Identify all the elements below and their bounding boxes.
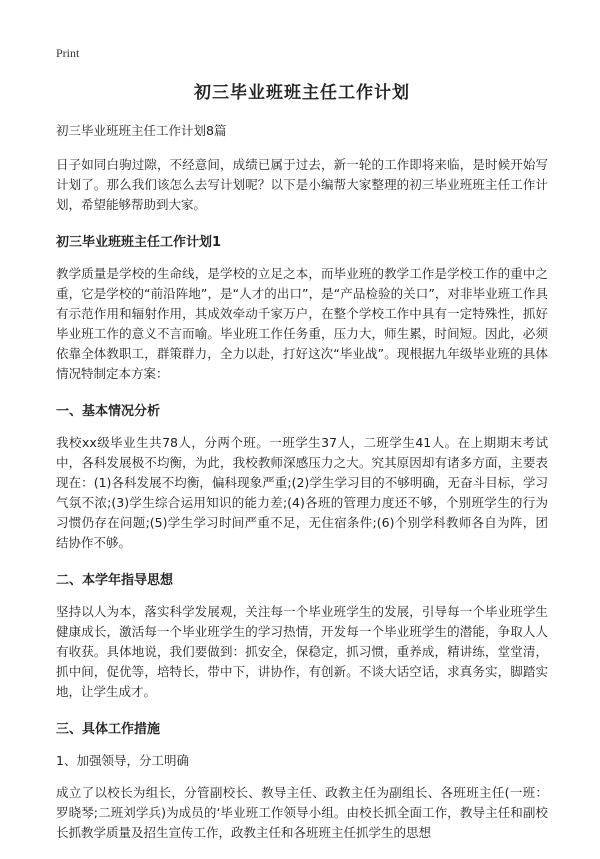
document-subtitle: 初三毕业班班主任工作计划8篇: [56, 123, 227, 138]
section3-heading: 三、具体工作措施: [56, 722, 161, 737]
section2-paragraph: 坚持以人为本，落实科学发展观，关注每一个毕业班学生的发展，引导每一个毕业班学生健康成长，激活每一个毕业班学生的学习热情，开发每一个毕业班学生的潜能，争取人人有收获。具体地说，我们要做到：抓安全，保稳定，抓习惯，重养成，精讲练，堂堂清，抓中间，促优等，培特长，带中下，讲协作，有创新。不谈大话空话，求真务实，脚踏实地，让学生成才。: [56, 604, 548, 699]
plan-heading: 初三毕业班班主任工作计划1: [56, 235, 222, 250]
section2-heading: 二、本学年指导思想: [56, 573, 174, 588]
document-body: [56, 78, 548, 859]
section3-paragraph: 成立了以校长为组长，分管副校长、教导主任、政教主任为副组长、各班班主任(一班：罗晓琴;二班刘学兵)为成员的‘毕业班工作领导小组。由校长抓全面工作，教导主任和副校长抓教学质量及招生宣传工作，政教主任和各班班主任抓学生的思想: [56, 785, 548, 840]
section3-item1: 1、加强领导，分工明确: [56, 753, 189, 768]
print-label[interactable]: Print: [56, 46, 80, 60]
intro-paragraph: 日子如同白驹过隙，不经意间，成绩已属于过去，新一轮的工作即将来临，是时候开始写计划了。那么我们该怎么去写计划呢？以下是小编帮大家整理的初三毕业班班主任工作计划，希望能够帮助到大家。: [56, 157, 548, 212]
page-title: 初三毕业班班主任工作计划: [194, 83, 410, 103]
section1-heading: 一、基本情况分析: [56, 404, 161, 419]
section1-paragraph: 我校xx级毕业生共78人，分两个班。一班学生37人，二班学生41人。在上期期末考试中，各科发展极不均衡，为此，我校教师深感压力之大。究其原因却有诸多方面，主要表现在：(1)各科发展不均衡，偏科现象严重;(2)学生学习目的不够明确，无奋斗目标，学习气氛不浓;(3)学生综合运用知识的能力差;(4)各班的管理力度还不够，个别班学生的行为习惯仍存在问题;(5)学生学习时间严重不足，无住宿条件;(6)个别学科教师各自为阵，团结协作不够。: [56, 435, 548, 550]
plan-paragraph: 教学质量是学校的生命线，是学校的立足之本，而毕业班的教学工作是学校工作的重中之重，它是学校的“前沿阵地”，是“人才的出口”，是“产品检验的关口”，对非毕业班工作具有示范作用和辐射作用，其成效牵动千家万户，在整个学校工作中具有一定特殊性，抓好毕业班工作的意义不言而喻。毕业班工作任务重，压力大，师生累，时间短。因此，必须依靠全体教职工，群策群力，全力以赴，打好这次“毕业战”。现根据九年级毕业班的具体情况特制定本方案：: [56, 266, 548, 381]
